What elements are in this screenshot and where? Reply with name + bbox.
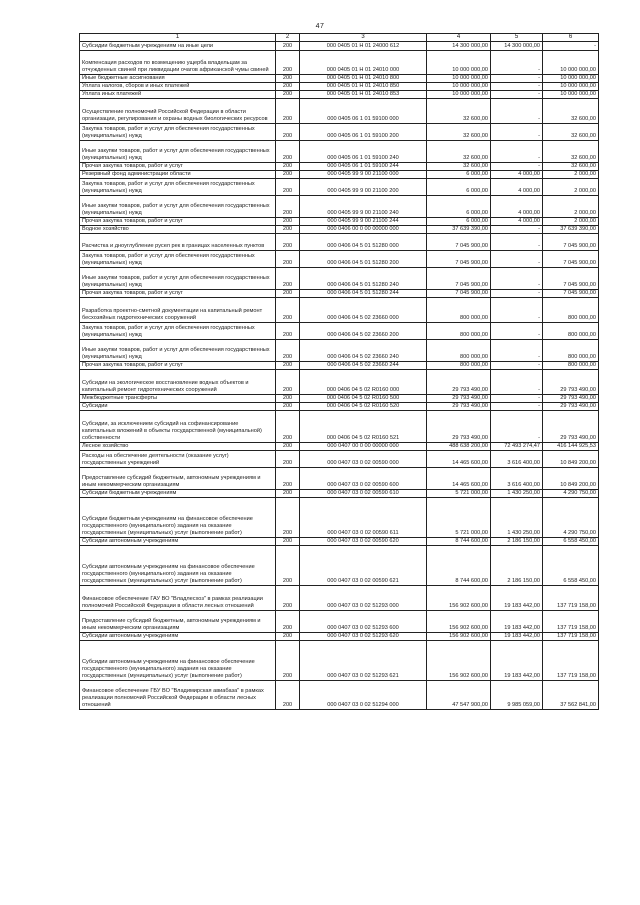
row-code-cell: 200 [276, 141, 300, 163]
row-name-cell: Прочая закупка товаров, работ и услуг [80, 218, 276, 226]
row-value-change-cell: 3 616 400,00 [491, 468, 543, 490]
row-value-change-cell: 1 430 250,00 [491, 490, 543, 498]
row-name-cell: Субсидии автономным учреждениям [80, 538, 276, 546]
row-code-cell: 200 [276, 290, 300, 298]
row-value-total-cell: 156 902 600,00 [427, 641, 491, 681]
row-value-change-cell: 2 186 150,00 [491, 546, 543, 586]
row-value-total-cell: 8 744 600,00 [427, 546, 491, 586]
row-value-change-cell: - [491, 411, 543, 443]
row-csr-cell: 000 0407 03 0 02 51293 000 [300, 586, 427, 611]
row-value-change-cell: - [491, 403, 543, 411]
row-code-cell: 200 [276, 179, 300, 196]
row-name-cell: Компенсация расходов по возмещению ущерба владельцам за отчужденных свиней при ликвидации очагов африканской чумы свиней [80, 51, 276, 75]
row-name-cell: Прочая закупка товаров, работ и услуг [80, 290, 276, 298]
row-name-cell: Иные бюджетные ассигнования [80, 75, 276, 83]
row-name-cell: Субсидии, за исключением субсидий на софинансирование капитальных вложений в объекты государственной (муниципальной) собственности [80, 411, 276, 443]
row-name-cell: Закупка товаров, работ и услуг для обеспечения государственных (муниципальных) нужд [80, 124, 276, 141]
row-value-total-cell: 14 300 000,00 [427, 42, 491, 51]
row-name-cell: Иные закупки товаров, работ и услуг для обеспечения государственных (муниципальных) нужд [80, 141, 276, 163]
row-value-change-cell: 4 000,00 [491, 218, 543, 226]
row-value-total-cell: 29 793 490,00 [427, 411, 491, 443]
row-value-total-cell: 5 721 000,00 [427, 498, 491, 538]
row-code-cell: 200 [276, 403, 300, 411]
row-code-cell: 200 [276, 51, 300, 75]
row-value-total-cell: 32 600,00 [427, 124, 491, 141]
row-value-result-cell: 6 558 450,00 [543, 538, 599, 546]
row-value-total-cell: 800 000,00 [427, 298, 491, 323]
row-name-cell: Субсидии бюджетным учреждениям на финансовое обеспечение государственного (муниципального) задания на оказание государственных (муниципальных) услуг (выполнение работ) [80, 498, 276, 538]
table-row [80, 91, 599, 99]
row-value-result-cell: 10 000 000,00 [543, 83, 599, 91]
table-row [80, 234, 599, 251]
row-value-total-cell: 488 638 200,00 [427, 443, 491, 451]
row-value-total-cell: 156 902 600,00 [427, 586, 491, 611]
column-header: 3 [300, 34, 427, 42]
table-row [80, 75, 599, 83]
row-value-result-cell: 7 045 900,00 [543, 251, 599, 268]
row-value-total-cell: 32 600,00 [427, 163, 491, 171]
row-csr-cell: 000 0407 03 0 02 51294 000 [300, 681, 427, 710]
row-csr-cell: 000 0405 06 1 01 59100 000 [300, 99, 427, 124]
row-csr-cell: 000 0406 04 5 02 R0160 521 [300, 411, 427, 443]
row-code-cell: 200 [276, 171, 300, 179]
row-value-total-cell: 800 000,00 [427, 340, 491, 362]
row-name-cell: Водное хозяйство [80, 226, 276, 234]
table-row [80, 451, 599, 468]
row-value-total-cell: 14 465 600,00 [427, 468, 491, 490]
table-row [80, 611, 599, 633]
row-csr-cell: 000 0407 03 0 02 00590 620 [300, 538, 427, 546]
row-csr-cell: 000 0406 04 5 02 23660 240 [300, 340, 427, 362]
row-value-result-cell: 4 290 750,00 [543, 490, 599, 498]
row-value-total-cell: 14 465 600,00 [427, 451, 491, 468]
row-value-total-cell: 10 000 000,00 [427, 91, 491, 99]
table-row [80, 83, 599, 91]
row-value-total-cell: 32 600,00 [427, 141, 491, 163]
table-row [80, 42, 599, 51]
row-name-cell: Финансовое обеспечение ГБУ ВО "Владимирская авиабаза" в рамках реализации полномочий Российской Федерации в области лесных отношений [80, 681, 276, 710]
row-value-result-cell: 2 000,00 [543, 171, 599, 179]
row-value-result-cell: 4 290 750,00 [543, 498, 599, 538]
row-value-change-cell: 4 000,00 [491, 171, 543, 179]
row-value-change-cell: - [491, 268, 543, 290]
row-value-change-cell: 19 183 442,00 [491, 611, 543, 633]
row-code-cell: 200 [276, 362, 300, 370]
row-csr-cell: 000 0405 01 Н 01 24010 850 [300, 83, 427, 91]
row-name-cell: Закупка товаров, работ и услуг для обеспечения государственных (муниципальных) нужд [80, 251, 276, 268]
row-value-change-cell: - [491, 298, 543, 323]
row-code-cell: 200 [276, 91, 300, 99]
row-csr-cell: 000 0407 03 0 02 51293 621 [300, 641, 427, 681]
row-csr-cell: 000 0407 03 0 02 00590 600 [300, 468, 427, 490]
row-name-cell: Прочая закупка товаров, работ и услуг [80, 163, 276, 171]
table-row [80, 218, 599, 226]
row-value-result-cell: 32 600,00 [543, 124, 599, 141]
row-name-cell: Субсидии на экологическое восстановление водных объектов и капитальный ремонт гидротехнических сооружений [80, 370, 276, 395]
row-value-result-cell: 416 144 925,53 [543, 443, 599, 451]
row-csr-cell: 000 0405 99 9 00 21100 240 [300, 196, 427, 218]
row-value-change-cell: 72 493 274,47 [491, 443, 543, 451]
row-value-total-cell: 7 045 900,00 [427, 290, 491, 298]
row-csr-cell: 000 0405 06 1 01 59100 240 [300, 141, 427, 163]
row-value-result-cell: 2 000,00 [543, 218, 599, 226]
row-value-result-cell: 29 793 490,00 [543, 403, 599, 411]
row-csr-cell: 000 0405 06 1 01 59100 244 [300, 163, 427, 171]
row-code-cell: 200 [276, 611, 300, 633]
row-value-result-cell: 7 045 900,00 [543, 268, 599, 290]
row-value-result-cell: 10 000 000,00 [543, 91, 599, 99]
row-csr-cell: 000 0407 03 0 02 00590 621 [300, 546, 427, 586]
row-code-cell: 200 [276, 451, 300, 468]
row-value-change-cell: 19 183 442,00 [491, 633, 543, 641]
row-code-cell: 200 [276, 641, 300, 681]
row-value-change-cell: - [491, 370, 543, 395]
table-row [80, 362, 599, 370]
row-code-cell: 200 [276, 340, 300, 362]
row-code-cell: 200 [276, 83, 300, 91]
table-row [80, 641, 599, 681]
row-code-cell: 200 [276, 468, 300, 490]
row-name-cell: Субсидии автономным учреждениям [80, 633, 276, 641]
row-value-change-cell: - [491, 362, 543, 370]
row-value-result-cell: 37 562 841,00 [543, 681, 599, 710]
row-value-result-cell: 32 600,00 [543, 99, 599, 124]
row-csr-cell: 000 0405 99 9 00 21100 244 [300, 218, 427, 226]
row-name-cell: Разработка проектно-сметной документации на капитальный ремонт бесхозяйных гидротехнических сооружений [80, 298, 276, 323]
row-csr-cell: 000 0406 04 5 02 R0160 520 [300, 403, 427, 411]
row-name-cell: Закупка товаров, работ и услуг для обеспечения государственных (муниципальных) нужд [80, 179, 276, 196]
column-header: 1 [80, 34, 276, 42]
row-csr-cell: 000 0406 04 5 02 R0160 000 [300, 370, 427, 395]
row-code-cell: 200 [276, 370, 300, 395]
row-value-total-cell: 29 793 490,00 [427, 395, 491, 403]
row-value-change-cell: 19 183 442,00 [491, 586, 543, 611]
row-name-cell: Закупка товаров, работ и услуг для обеспечения государственных (муниципальных) нужд [80, 323, 276, 340]
row-csr-cell: 000 0406 04 5 01 51280 240 [300, 268, 427, 290]
row-name-cell: Уплата налогов, сборов и иных платежей [80, 83, 276, 91]
row-value-total-cell: 156 902 600,00 [427, 633, 491, 641]
row-code-cell: 200 [276, 268, 300, 290]
table-row [80, 633, 599, 641]
table-row [80, 163, 599, 171]
row-name-cell: Субсидии автономным учреждениям на финансовое обеспечение государственного (муниципального) задания на оказание государственных (муниципальных) услуг (выполнение работ) [80, 546, 276, 586]
row-value-result-cell: 137 719 158,00 [543, 633, 599, 641]
row-code-cell: 200 [276, 124, 300, 141]
row-csr-cell: 000 0405 01 Н 01 24010 800 [300, 75, 427, 83]
row-value-total-cell: 10 000 000,00 [427, 75, 491, 83]
row-name-cell: Предоставление субсидий бюджетным, автономным учреждениям и иным некоммерческим организациям [80, 611, 276, 633]
row-name-cell: Финансовое обеспечение ГАУ ВО "Владлесхоз" в рамках реализации полномочий Российской Федерации в области лесных отношений [80, 586, 276, 611]
row-value-total-cell: 29 793 490,00 [427, 403, 491, 411]
table-row [80, 395, 599, 403]
row-value-result-cell: - [543, 42, 599, 51]
table-row [80, 141, 599, 163]
table-row [80, 268, 599, 290]
row-code-cell: 200 [276, 234, 300, 251]
row-csr-cell: 000 0406 04 5 01 51280 200 [300, 251, 427, 268]
row-name-cell: Уплата иных платежей [80, 91, 276, 99]
table-header-row [80, 34, 599, 42]
row-value-total-cell: 37 639 390,00 [427, 226, 491, 234]
row-value-result-cell: 800 000,00 [543, 340, 599, 362]
row-value-result-cell: 137 719 158,00 [543, 641, 599, 681]
table-row [80, 490, 599, 498]
table-row [80, 498, 599, 538]
row-value-total-cell: 800 000,00 [427, 362, 491, 370]
table-row [80, 403, 599, 411]
row-value-change-cell: 4 000,00 [491, 179, 543, 196]
budget-table [79, 33, 599, 710]
row-code-cell: 200 [276, 251, 300, 268]
row-value-result-cell: 137 719 158,00 [543, 586, 599, 611]
row-value-result-cell: 29 793 490,00 [543, 370, 599, 395]
row-csr-cell: 000 0405 01 Н 01 24000 612 [300, 42, 427, 51]
row-code-cell: 200 [276, 681, 300, 710]
row-value-change-cell: - [491, 75, 543, 83]
row-value-total-cell: 6 000,00 [427, 179, 491, 196]
row-value-total-cell: 6 000,00 [427, 218, 491, 226]
table-row [80, 681, 599, 710]
row-value-result-cell: 10 000 000,00 [543, 51, 599, 75]
table-row [80, 370, 599, 395]
row-value-total-cell: 10 000 000,00 [427, 83, 491, 91]
table-row [80, 179, 599, 196]
row-value-total-cell: 6 000,00 [427, 171, 491, 179]
row-name-cell: Иные закупки товаров, работ и услуг для обеспечения государственных (муниципальных) нужд [80, 340, 276, 362]
row-csr-cell: 000 0406 04 5 01 51280 000 [300, 234, 427, 251]
column-header: 5 [491, 34, 543, 42]
row-csr-cell: 000 0406 04 5 02 R0160 500 [300, 395, 427, 403]
row-value-result-cell: 29 793 490,00 [543, 395, 599, 403]
row-csr-cell: 000 0407 03 0 02 00590 610 [300, 490, 427, 498]
row-name-cell: Лесное хозяйство [80, 443, 276, 451]
row-code-cell: 200 [276, 323, 300, 340]
table-row [80, 340, 599, 362]
row-name-cell: Субсидии бюджетным учреждениям на иные цели [80, 42, 276, 51]
row-csr-cell: 000 0407 00 0 00 00000 000 [300, 443, 427, 451]
row-value-total-cell: 47 547 900,00 [427, 681, 491, 710]
row-name-cell: Иные закупки товаров, работ и услуг для обеспечения государственных (муниципальных) нужд [80, 196, 276, 218]
row-value-result-cell: 29 793 490,00 [543, 411, 599, 443]
row-value-result-cell: 800 000,00 [543, 362, 599, 370]
row-value-result-cell: 2 000,00 [543, 179, 599, 196]
row-csr-cell: 000 0407 03 0 02 00590 611 [300, 498, 427, 538]
row-value-change-cell: - [491, 99, 543, 124]
table-row [80, 468, 599, 490]
table-row [80, 538, 599, 546]
row-value-result-cell: 37 639 390,00 [543, 226, 599, 234]
row-csr-cell: 000 0406 04 5 02 23660 244 [300, 362, 427, 370]
row-value-result-cell: 137 719 158,00 [543, 611, 599, 633]
row-code-cell: 200 [276, 196, 300, 218]
row-value-change-cell: - [491, 83, 543, 91]
row-value-change-cell: - [491, 290, 543, 298]
table-row [80, 99, 599, 124]
row-name-cell: Межбюджетные трансферты [80, 395, 276, 403]
row-value-change-cell: 2 186 150,00 [491, 538, 543, 546]
table-row [80, 171, 599, 179]
row-value-result-cell: 7 045 900,00 [543, 234, 599, 251]
row-value-change-cell: 9 985 059,00 [491, 681, 543, 710]
row-value-total-cell: 8 744 600,00 [427, 538, 491, 546]
row-value-result-cell: 32 600,00 [543, 141, 599, 163]
row-code-cell: 200 [276, 226, 300, 234]
row-code-cell: 200 [276, 443, 300, 451]
row-value-change-cell: 19 183 442,00 [491, 641, 543, 681]
table-row [80, 298, 599, 323]
row-name-cell: Расходы на обеспечение деятельности (оказание услуг) государственных учреждений [80, 451, 276, 468]
row-name-cell: Субсидии [80, 403, 276, 411]
row-name-cell: Осуществление полномочий Российской Федерации в области организации, регулирования и охраны водных биологических ресурсов [80, 99, 276, 124]
row-code-cell: 200 [276, 42, 300, 51]
row-value-total-cell: 156 902 600,00 [427, 611, 491, 633]
row-value-result-cell: 32 600,00 [543, 163, 599, 171]
row-value-change-cell: - [491, 251, 543, 268]
row-value-change-cell: 14 300 000,00 [491, 42, 543, 51]
row-value-total-cell: 32 600,00 [427, 99, 491, 124]
row-value-change-cell: - [491, 323, 543, 340]
table-row [80, 411, 599, 443]
row-value-result-cell: 7 045 900,00 [543, 290, 599, 298]
row-value-change-cell: 4 000,00 [491, 196, 543, 218]
row-csr-cell: 000 0407 03 0 02 51293 620 [300, 633, 427, 641]
table-row [80, 196, 599, 218]
row-code-cell: 200 [276, 490, 300, 498]
row-value-change-cell: - [491, 124, 543, 141]
table-row [80, 226, 599, 234]
row-code-cell: 200 [276, 411, 300, 443]
row-csr-cell: 000 0405 99 9 00 21100 000 [300, 171, 427, 179]
row-value-result-cell: 800 000,00 [543, 323, 599, 340]
row-name-cell: Резервный фонд администрации области [80, 171, 276, 179]
row-csr-cell: 000 0406 04 5 01 51280 244 [300, 290, 427, 298]
row-csr-cell: 000 0405 99 9 00 21100 200 [300, 179, 427, 196]
row-code-cell: 200 [276, 163, 300, 171]
row-value-result-cell: 6 558 450,00 [543, 546, 599, 586]
row-value-result-cell: 10 849 200,00 [543, 468, 599, 490]
column-header: 2 [276, 34, 300, 42]
row-name-cell: Иные закупки товаров, работ и услуг для обеспечения государственных (муниципальных) нужд [80, 268, 276, 290]
row-value-total-cell: 6 000,00 [427, 196, 491, 218]
row-value-change-cell: 3 616 400,00 [491, 451, 543, 468]
table-row [80, 124, 599, 141]
row-code-cell: 200 [276, 538, 300, 546]
row-value-total-cell: 10 000 000,00 [427, 51, 491, 75]
row-name-cell: Субсидии бюджетным учреждениям [80, 490, 276, 498]
row-code-cell: 200 [276, 298, 300, 323]
page-number: 47 [315, 23, 325, 30]
row-code-cell: 200 [276, 75, 300, 83]
row-code-cell: 200 [276, 498, 300, 538]
table-row [80, 586, 599, 611]
row-value-total-cell: 5 721 000,00 [427, 490, 491, 498]
row-value-change-cell: 1 430 250,00 [491, 498, 543, 538]
row-value-change-cell: - [491, 163, 543, 171]
row-value-change-cell: - [491, 340, 543, 362]
row-csr-cell: 000 0405 01 Н 01 24010 000 [300, 51, 427, 75]
row-value-result-cell: 10 849 200,00 [543, 451, 599, 468]
row-value-total-cell: 7 045 900,00 [427, 251, 491, 268]
row-value-total-cell: 7 045 900,00 [427, 268, 491, 290]
table-row [80, 546, 599, 586]
row-value-total-cell: 29 793 490,00 [427, 370, 491, 395]
row-csr-cell: 000 0407 03 0 02 00590 000 [300, 451, 427, 468]
row-code-cell: 200 [276, 99, 300, 124]
row-csr-cell: 000 0406 04 5 02 23660 200 [300, 323, 427, 340]
column-header: 6 [543, 34, 599, 42]
row-name-cell: Субсидии автономным учреждениям на финансовое обеспечение государственного (муниципального) задания на оказание государственных (муниципальных) услуг (выполнение работ) [80, 641, 276, 681]
row-value-result-cell: 10 000 000,00 [543, 75, 599, 83]
column-header: 4 [427, 34, 491, 42]
row-code-cell: 200 [276, 395, 300, 403]
table-row [80, 251, 599, 268]
table-row [80, 51, 599, 75]
row-value-result-cell: 2 000,00 [543, 196, 599, 218]
row-value-change-cell: - [491, 51, 543, 75]
row-value-change-cell: - [491, 395, 543, 403]
row-code-cell: 200 [276, 218, 300, 226]
row-name-cell: Предоставление субсидий бюджетным, автономным учреждениям и иным некоммерческим организациям [80, 468, 276, 490]
row-value-change-cell: - [491, 234, 543, 251]
table-row [80, 443, 599, 451]
row-csr-cell: 000 0405 06 1 01 59100 200 [300, 124, 427, 141]
row-value-change-cell: - [491, 141, 543, 163]
row-name-cell: Прочая закупка товаров, работ и услуг [80, 362, 276, 370]
table-row [80, 290, 599, 298]
row-value-total-cell: 7 045 900,00 [427, 234, 491, 251]
row-csr-cell: 000 0406 04 5 02 23660 000 [300, 298, 427, 323]
row-value-change-cell: - [491, 226, 543, 234]
row-code-cell: 200 [276, 546, 300, 586]
table-row [80, 323, 599, 340]
row-value-change-cell: - [491, 91, 543, 99]
row-code-cell: 200 [276, 633, 300, 641]
row-value-total-cell: 800 000,00 [427, 323, 491, 340]
row-value-result-cell: 800 000,00 [543, 298, 599, 323]
row-csr-cell: 000 0407 03 0 02 51293 600 [300, 611, 427, 633]
row-code-cell: 200 [276, 586, 300, 611]
row-name-cell: Расчистка и дноуглубление русел рек в границах населенных пунктов [80, 234, 276, 251]
row-csr-cell: 000 0405 01 Н 01 24010 853 [300, 91, 427, 99]
row-csr-cell: 000 0406 00 0 00 00000 000 [300, 226, 427, 234]
